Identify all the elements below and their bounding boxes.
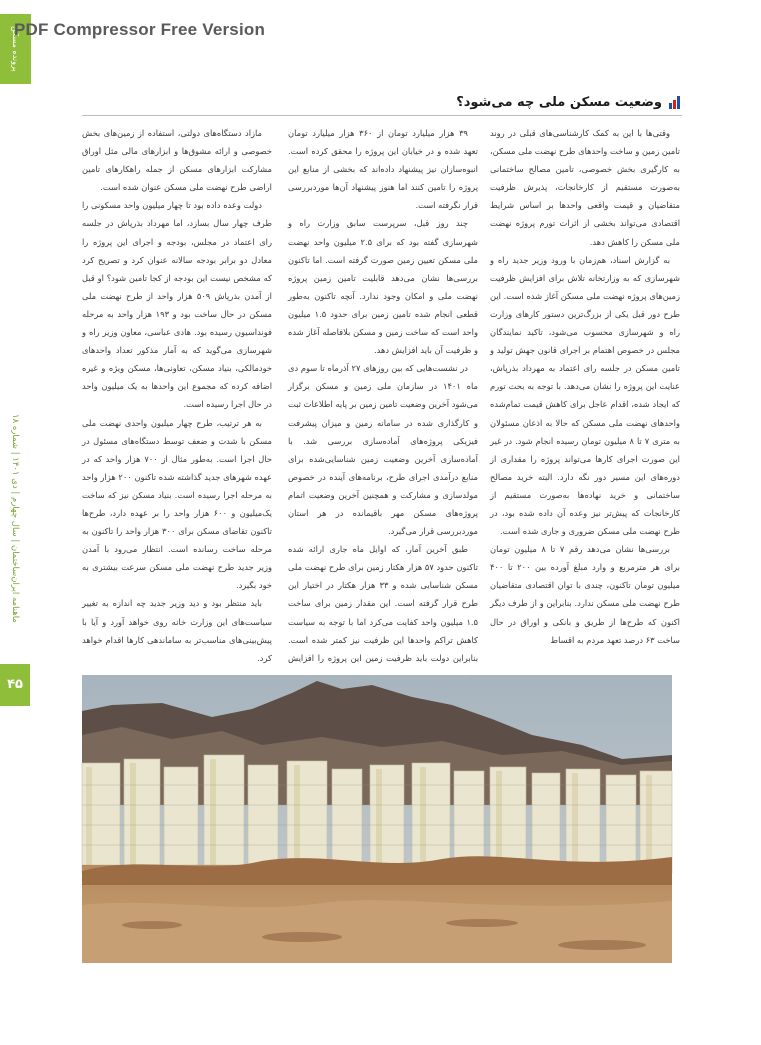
paragraph: ۳۹ هزار میلیارد تومان از ۳۶۰ هزار میلیارد تومان تعهد شده و در خیابان این پروژه را محقق کرده است. انبوه‌سازان نیز پیشنهاد داده‌اند که بخشی از منابع این پروژه را تامین کنند اما هنوز پیشنهاد آن‌ها موردبررسی قرار نگرفته است.	[288, 128, 478, 211]
paragraph: در نشست‌هایی که بین روزهای ۲۷ آذرماه تا سوم دی ماه ۱۴۰۱ در سازمان ملی زمین و مسکن برگزار می‌شود آخرین وضعیت تامین زمین بر پایه اطلاعات ثبت و کارگذاری شده در سامانه زمین و میزان پیشرفت فیزیکی پروژه‌های آماده‌سازی بررسی شد. با آماده‌سازی آخرین وضعیت زمین شناسایی‌شده برای منابع درآمدی اجرای طرح، برنامه‌های آینده در خصوص مولدسازی و مشارکت و همچنین آخرین وضعیت اتمام پروژه‌های مسکن مهر باقیمانده در هر استان موردبررسی قرار می‌گیرد.	[288, 363, 478, 537]
paragraph: به گزارش اسناد، هم‌زمان با ورود وزیر جدید راه و شهرسازی که به وزارتخانه تلاش برای افزایش ظرفیت زمین‌های پروژه نهضت ملی مسکن آغاز شده است. این طرح دور قبل یکی از بزرگ‌ترین دستور کارهای وزارت راه و شهرسازی محسوب می‌شود، تاکید نمایندگان مجلس در خصوص اهتمام بر اجرای قانون جهش تولید و تامین مسکن در جلسه رای اعتماد به مهرداد بذرپاش، عنایت این پروژه را نشان می‌دهد. با توجه به بحث تورم که ایجاد شده، اقدام عاجل برای کاهش قیمت تمام‌شده واحدهای نهضت ملی مسکن که حالا به اذعان مسئولان به متری ۷ تا ۸ میلیون تومان رسیده انجام شود. در غیر این صورت اجرای کارها می‌تواند پروژه را مقداری از دوره‌های این مسیر دور نگه دارد. البته خرید مصالح ساختمانی و خرید نهاده‌ها به‌صورت مستقیم از کارخانجات که پیش‌تر نیز وعده آن داده شده بود، در طرح نهضت ملی مسکن ضروری و جاری شده است.	[490, 254, 680, 537]
paragraph: بررسی‌ها نشان می‌دهد رقم ۷ تا ۸ میلیون تومان برای هر مترمربع و وارد مبلغ آورده بین ۲۰۰ تا ۴۰۰ میلیون تومان تاکنون، چندی با توان اقتصادی متقاضیان طرح نهضت ملی مسکن ندارد. بنابراین و از طرف دیگر اکنون که طرح‌ها از طریق و بانکی و اوراق در حال ساخت ۶۳ درصد تعهد مردم به اقساط	[490, 544, 680, 645]
pdf-watermark: PDF Compressor Free Version	[14, 20, 266, 39]
paragraph: چند روز قبل، سرپرست سابق وزارت راه و شهرسازی گفته بود که برای ۲.۵ میلیون واحد نهضت ملی مسکن تعیین زمین صورت گرفته است. اما تاکنون بررسی‌ها نشان می‌دهد قابلیت تامین زمین پروژه نهضت ملی و امکان وجود ندارد. آنچه تاکنون به‌طور قطعی انجام شده تامین زمین برای حدود ۱.۵ میلیون واحد است که ساخت زمین و مسکن بلافاصله آغاز شده و ظرفیت آن باید افزایش دهد.	[288, 218, 478, 356]
paragraph: مازاد دستگاه‌های دولتی، استفاده از زمین‌های بخش خصوصی و ارائه مشوق‌ها و ابزارهای مالی مثل اوراق مشارکت ابزارهای مسکن از جمله راهکارهای تامین اراضی طرح نهضت ملی مسکن عنوان شده است.	[82, 128, 272, 193]
paragraph: به هر ترتیب، طرح چهار میلیون واحدی نهضت ملی مسکن با شدت و ضعف توسط دستگاه‌های مسئول در حال اجرا است. به‌طور مثال از ۷۰۰ هزار واحد که در عهده شهرهای جدید گذاشته شده تاکنون ۲۰۰ هزار واحد به مرحله اجرا رسیده است. بنیاد مسکن نیز که ساخت یک‌میلیون و ۶۰۰ هزار واحد را بر عهده دارد، طرح‌ها تاکنون تقاضای مسکن برای ۳۰۰ هزار واحد را تاکنون به مرحله ساخت رسانده است. انتظار می‌رود با آمدن وزیر جدید طرح نهضت ملی مسکن سرعت بیشتری به خود بگیرد.	[82, 417, 272, 591]
journal-info-strip	[0, 406, 30, 631]
text-column-right	[490, 124, 680, 676]
paragraph: طبق آخرین آمار، که اوایل ماه جاری ارائه شده تاکنون حدود ۵۷ هزار هکتار زمین برای طرح نهضت ملی مسکن شناسایی شده و ۳۳ هزار هکتار در اختیار این طرح قرار گرفته است. این مقدار زمین برای ساخت ۱.۵ میلیون واحد کفایت می‌کرد اما با توجه به سیاست کاهش تراکم واحدها این ظرفیت نیز کمتر شده است. بنابراین دولت باید ظرفیت زمین این پروژه را افزایش	[288, 544, 478, 663]
section-tab-label: پرونده ‌مسکن	[11, 26, 20, 72]
bar-chart-icon	[667, 96, 680, 109]
housing-construction-photo	[82, 675, 672, 963]
paragraph: وقتی‌ها با این به کمک کارشناسی‌های قبلی در روند تامین زمین و ساخت واحدهای طرح نهضت ملی مسکن، به کارگیری بخش خصوصی، تامین مصالح ساختمانی به‌صورت مستقیم از کارخانجات، پذیرش ظرفیت متقاضیان و قیمت واقعی واحدها بر اساس شرایط اقتصادی می‌تواند بخشی از اثرات تورم پروژه نهضت ملی مسکن را کاهش دهد.	[490, 128, 680, 247]
text-column-left	[82, 124, 272, 663]
text-column-middle	[288, 124, 478, 688]
title-divider	[82, 115, 682, 116]
page-number: ۴۵	[7, 677, 23, 692]
journal-info-text: ماهنامه ایران‌ساختمان | سال چهارم | دی ۱۴۰۱ | شماره ۱۸	[10, 414, 20, 623]
paragraph: دولت وعده داده بود تا چهار میلیون واحد مسکونی را طرف چهار سال بسازد، اما مهرداد بذرپاش در جلسه رای اعتماد در مجلس، بودجه و اجرای این پروژه را معادل دو برابر بودجه سالانه عنوان کرد و تصریح کرد که مشخص نیست این بودجه از کجا تامین شود؟ او قبل از آمدن بذرپاش ۵۰۹ هزار واحد از طرح نهضت ملی مسکن در حال ساخت بود و ۱۹۳ هزار واحد به مرحله فونداسیون رسیده بود. هادی عباسی، معاون وزیر راه و شهرسازی می‌گوید که به آمار مذکور تعداد واحدهای خودمالکی، بنیاد مسکن، تعاونی‌ها، مسکن ویژه و غیره اضافه کرده که مجموع این واحدها به یک میلیون واحد در حال اجرا رسیده است.	[82, 200, 272, 410]
paragraph: باید منتظر بود و دید وزیر جدید چه اندازه به تغییر سیاست‌های این وزارت خانه روی خواهد آورد و آیا با پیش‌بینی‌های مناسب‌تر به ساماندهی کارها اقدام خواهد کرد.	[82, 598, 272, 663]
article-title: وضعیت مسکن ملی چه می‌شود؟	[456, 94, 662, 110]
article-title-row	[456, 93, 680, 111]
